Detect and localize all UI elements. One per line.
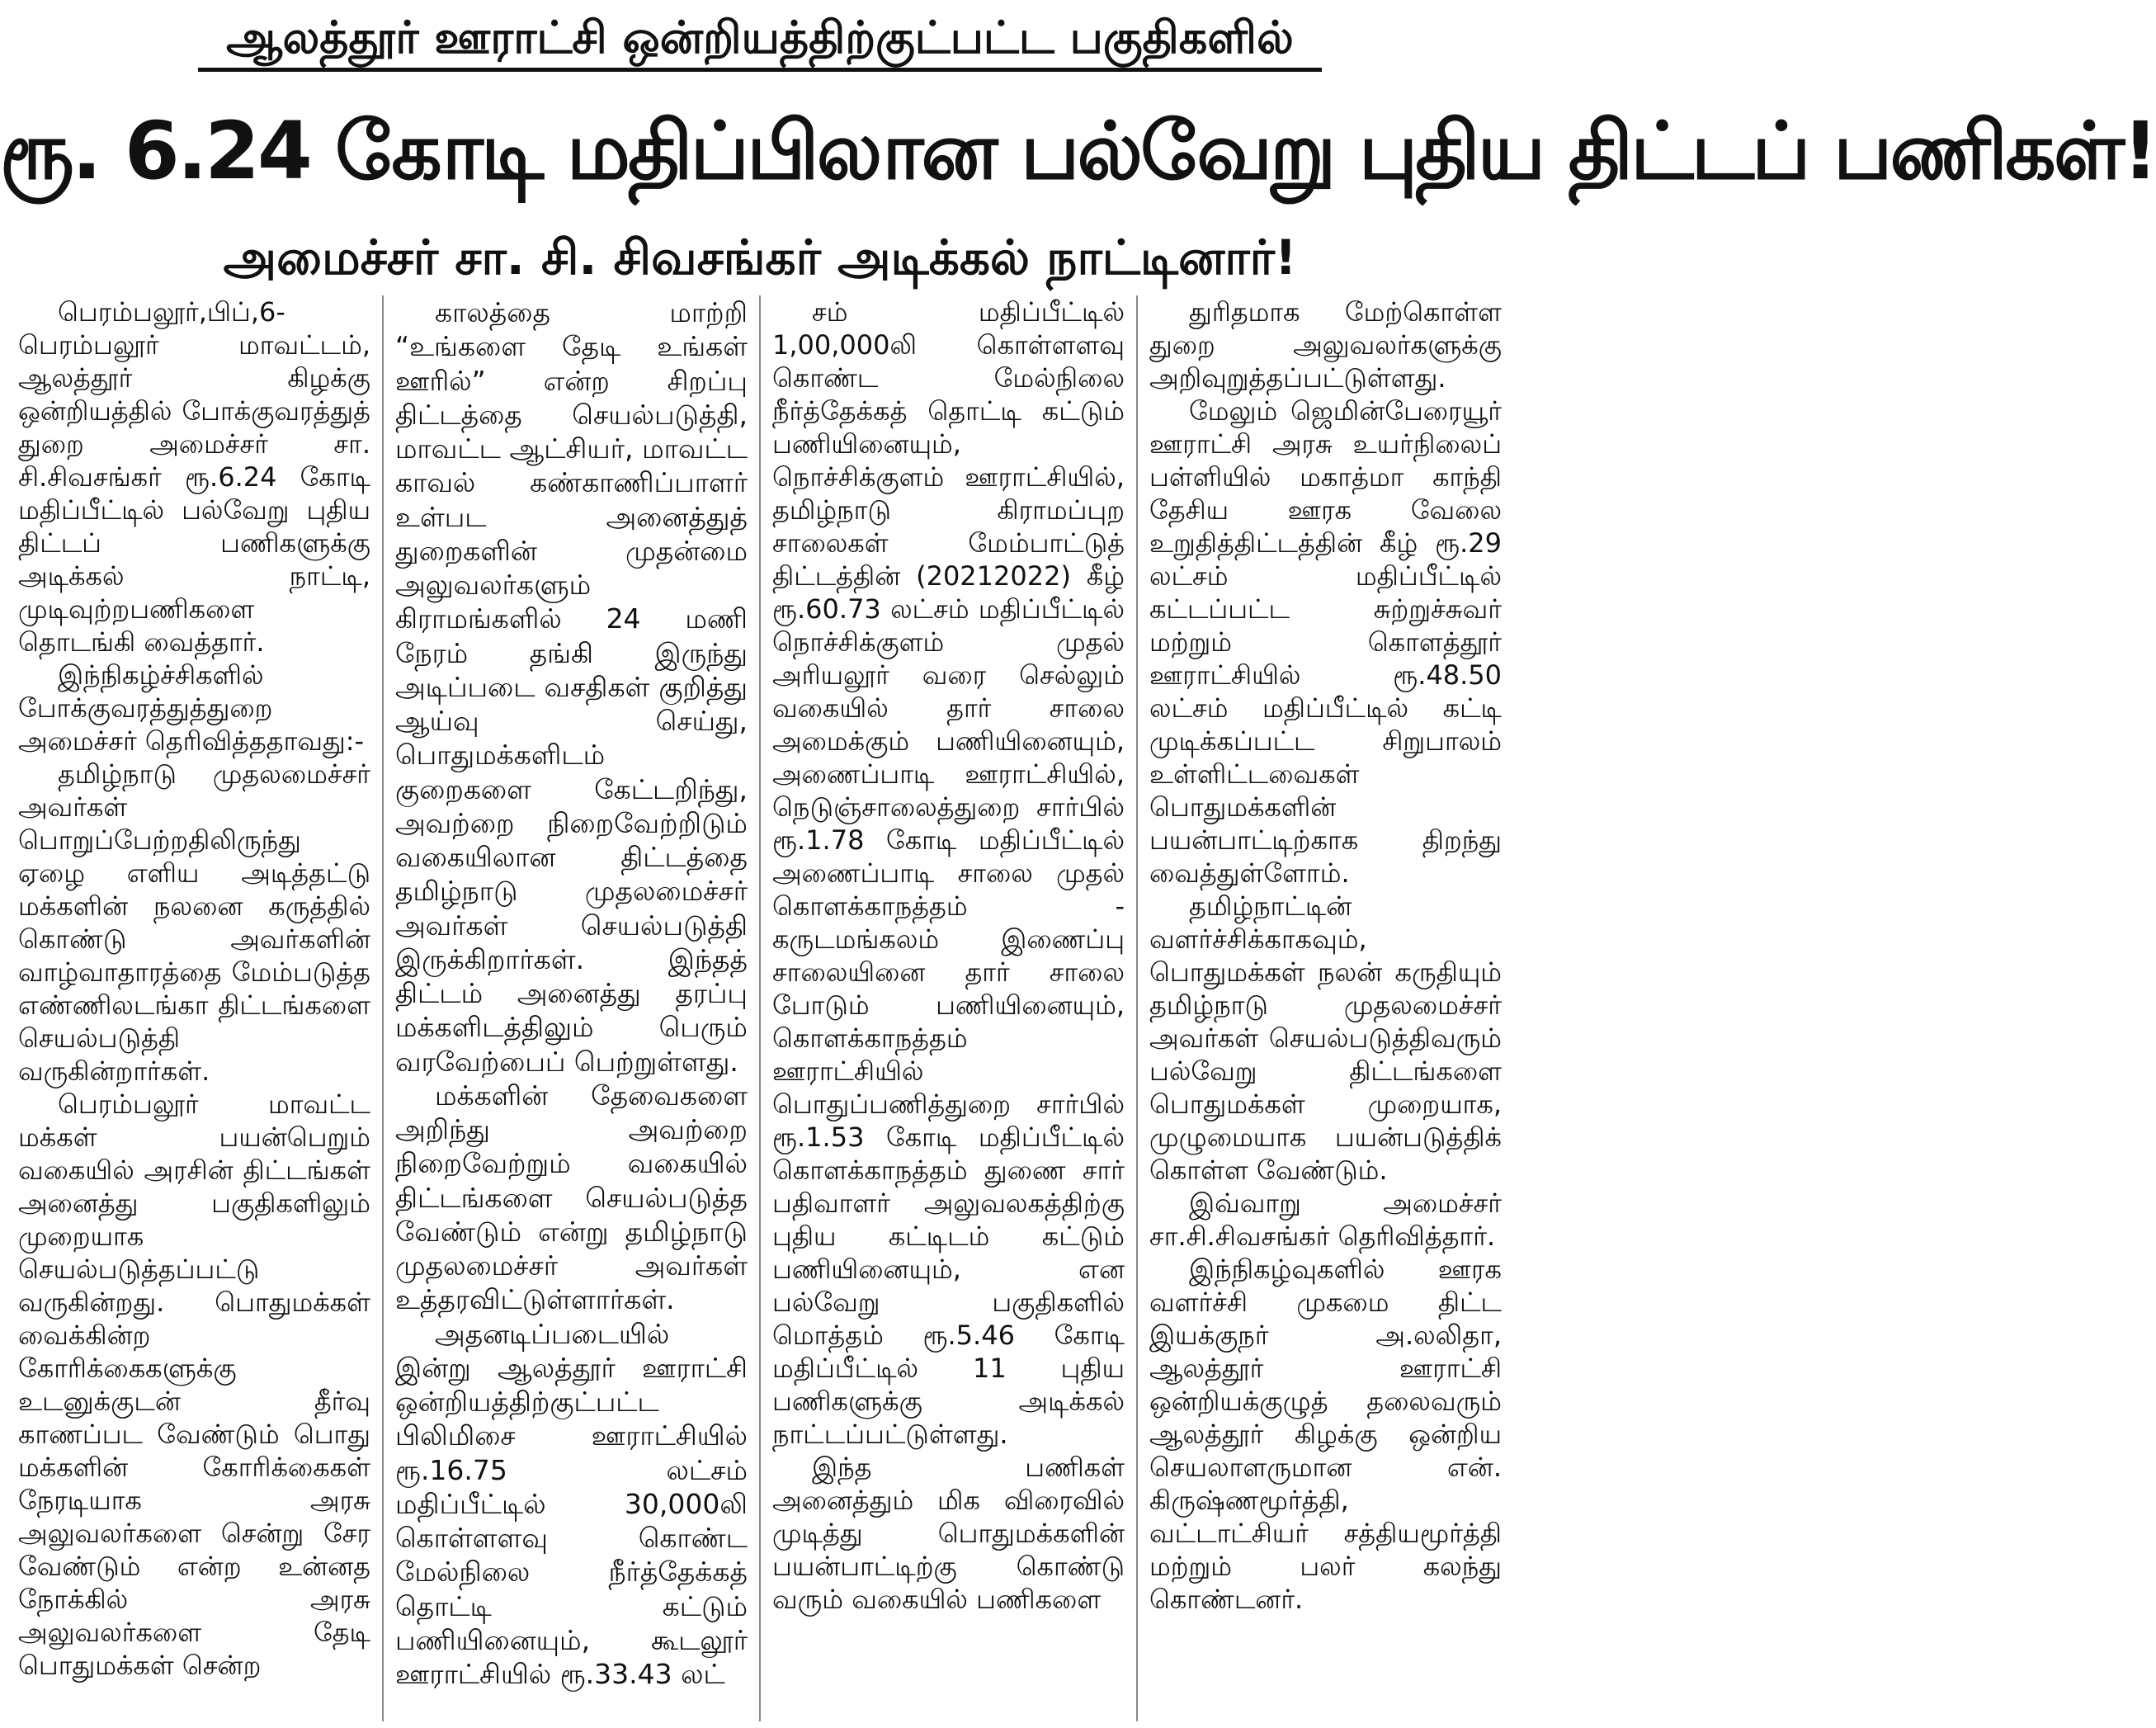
paragraph: இந்நிகழ்ச்சிகளில் போக்குவரத்துத்துறை அமைச்சர் தெரிவித்ததாவது:- xyxy=(18,659,365,757)
paragraph: பெரம்பலூர் மாவட்ட மக்கள் பயன்பெறும் வகையில் அரசின் திட்டங்கள் அனைத்து பகுதிகளிலும் முறையாக செயல்படுத்தப்பட்டு வருகின்றது. பொதுமக்கள் வைக்கின்ற கோரிக்கைகளுக்கு உடனுக்குடன் தீர்வு காணப்பட வேண்டும் பொது மக்களின் கோரிக்கைகள் நேரடியாக அரசு அலுவலர்களை சென்று சேர வேண்டும் என்ற உன்னத நோக்கில் அரசு அலுவலர்களை தேடி பொதுமக்கள் சென்ற xyxy=(18,1088,370,1681)
paragraph: பெரம்பலூர்,பிப்,6- பெரம்பலூர் மாவட்டம், ஆலத்தூர் கிழக்கு ஒன்றியத்தில் போக்குவரத்துத் துறை அமைச்சர் சா. சி.சிவசங்கர் ரூ.6.24 கோடி மதிப்பீட்டில் பல்வேறு புதிய திட்டப் பணிகளுக்கு அடிக்கல் நாட்டி, முடிவுற்றபணிகளை தொடங்கி வைத்தார். xyxy=(18,296,370,658)
subheadline: அமைச்சர் சா. சி. சிவசங்கர் அடிக்கல் நாட்டினார்! xyxy=(223,229,1297,286)
paragraph: அதனடிப்படையில் இன்று ஆலத்தூர் ஊராட்சி ஒன்றியத்திற்குட்பட்ட பிலிமிசை ஊராட்சியில் ரூ.16.75 லட்சம் மதிப்பீட்டில் 30,000லி கொள்ளளவு கொண்ட மேல்நிலை நீர்த்தேக்கத் தொட்டி கட்டும் பணியினையும், கூடலூர் ஊராட்சியில் ரூ.33.43 லட் xyxy=(395,1317,748,1690)
paragraph: துரிதமாக மேற்கொள்ள துறை அலுவலர்களுக்கு அறிவுறுத்தப்பட்டுள்ளது. xyxy=(1149,296,1502,394)
kicker-heading: ஆலத்தூர் ஊராட்சி ஒன்றியத்திற்குட்பட்ட பகுதிகளில் xyxy=(226,12,1294,64)
paragraph: இந்த பணிகள் அனைத்தும் மிக விரைவில் முடித்து பொதுமக்களின் பயன்பாட்டிற்கு கொண்டு வரும் வகையில் பணிகளை xyxy=(772,1452,1125,1615)
article-column-4 xyxy=(1138,295,1513,1721)
article-column-1 xyxy=(7,295,384,1721)
paragraph: தமிழ்நாட்டின் வளர்ச்சிக்காகவும், பொதுமக்கள் நலன் கருதியும் தமிழ்நாடு முதலமைச்சர் அவர்கள் செயல்படுத்திவரும் பல்வேறு திட்டங்களை பொதுமக்கள் முறையாக, முழுமையாக பயன்படுத்திக் கொள்ள வேண்டும். xyxy=(1149,890,1502,1186)
article-body xyxy=(7,295,1513,1721)
paragraph: இந்நிகழ்வுகளில் ஊரக வளர்ச்சி முகமை திட்ட இயக்குநர் அ.லலிதா, ஆலத்தூர் ஊராட்சி ஒன்றியக்குழுத் தலைவரும் ஆலத்தூர் கிழக்கு ஒன்றிய செயலாளருமான என். கிருஷ்ணமூர்த்தி, வட்டாட்சியர் சத்தியமூர்த்தி மற்றும் பலர் கலந்து கொண்டனர். xyxy=(1149,1254,1502,1615)
headline: ரூ. 6.24 கோடி மதிப்பிலான பல்வேறு புதிய திட்டப் பணிகள்! xyxy=(0,105,2156,197)
paragraph: மேலும் ஜெமின்பேரையூர் ஊராட்சி அரசு உயர்நிலைப் பள்ளியில் மகாத்மா காந்தி தேசிய ஊரக வேலை உறுதித்திட்டத்தின் கீழ் ரூ.29 லட்சம் மதிப்பீட்டில் கட்டப்பட்ட சுற்றுச்சுவர் மற்றும் கொளத்தூர் ஊராட்சியில் ரூ.48.50 லட்சம் மதிப்பீட்டில் கட்டி முடிக்கப்பட்ட சிறுபாலம் உள்ளிட்டவைகள் பொதுமக்களின் பயன்பாட்டிற்காக திறந்து வைத்துள்ளோம். xyxy=(1149,395,1502,889)
article-column-3 xyxy=(761,295,1138,1721)
kicker-underline xyxy=(198,68,1322,72)
paragraph: மக்களின் தேவைகளை அறிந்து அவற்றை நிறைவேற்றும் வகையில் திட்டங்களை செயல்படுத்த வேண்டும் என்று தமிழ்நாடு முதலமைச்சர் அவர்கள் உத்தரவிட்டுள்ளார்கள். xyxy=(395,1079,748,1316)
paragraph: இவ்வாறு அமைச்சர் சா.சி.சிவசங்கர் தெரிவித்தார். xyxy=(1149,1187,1502,1252)
paragraph: தமிழ்நாடு முதலமைச்சர் அவர்கள் பொறுப்பேற்றதிலிருந்து ஏழை எளிய அடித்தட்டு மக்களின் நலனை கருத்தில் கொண்டு அவர்களின் வாழ்வாதாரத்தை மேம்படுத்த எண்ணிலடங்கா திட்டங்களை செயல்படுத்தி வருகின்றார்கள். xyxy=(18,758,370,1087)
paragraph: காலத்தை மாற்றி “உங்களை தேடி உங்கள் ஊரில்” என்ற சிறப்பு திட்டத்தை செயல்படுத்தி, மாவட்ட ஆட்சியர், மாவட்ட காவல் கண்காணிப்பாளர் உள்பட அனைத்துத் துறைகளின் முதன்மை அலுவலர்களும் கிராமங்களில் 24 மணி நேரம் தங்கி இருந்து அடிப்படை வசதிகள் குறித்து ஆய்வு செய்து, பொதுமக்களிடம் குறைகளை கேட்டறிந்து, அவற்றை நிறைவேற்றிடும் வகையிலான திட்டத்தை தமிழ்நாடு முதலமைச்சர் அவர்கள் செயல்படுத்தி இருக்கிறார்கள். இந்தத் திட்டம் அனைத்து தரப்பு மக்களிடத்திலும் பெரும் வரவேற்பைப் பெற்றுள்ளது. xyxy=(395,296,748,1078)
paragraph: சம் மதிப்பீட்டில் 1,00,000லி கொள்ளளவு கொண்ட மேல்நிலை நீர்த்தேக்கத் தொட்டி கட்டும் பணியினையும், நொச்சிக்குளம் ஊராட்சியில், தமிழ்நாடு கிராமப்புற சாலைகள் மேம்பாட்டுத் திட்டத்தின் (20212022) கீழ் ரூ.60.73 லட்சம் மதிப்பீட்டில் நொச்சிக்குளம் முதல் அரியலூர் வரை செல்லும் வகையில் தார் சாலை அமைக்கும் பணியினையும், அணைப்பாடி ஊராட்சியில், நெடுஞ்சாலைத்துறை சார்பில் ரூ.1.78 கோடி மதிப்பீட்டில் அணைப்பாடி சாலை முதல் கொளக்காநத்தம் - கருடமங்கலம் இணைப்பு சாலையினை தார் சாலை போடும் பணியினையும், கொளக்காநத்தம் ஊராட்சியில் பொதுப்பணித்துறை சார்பில் ரூ.1.53 கோடி மதிப்பீட்டில் கொளக்காநத்தம் துணை சார் பதிவாளர் அலுவலகத்திற்கு புதிய கட்டிடம் கட்டும் பணியினையும், என பல்வேறு பகுதிகளில் மொத்தம் ரூ.5.46 கோடி மதிப்பீட்டில் 11 புதிய பணிகளுக்கு அடிக்கல் நாட்டப்பட்டுள்ளது. xyxy=(772,296,1125,1450)
article-column-2 xyxy=(384,295,761,1721)
